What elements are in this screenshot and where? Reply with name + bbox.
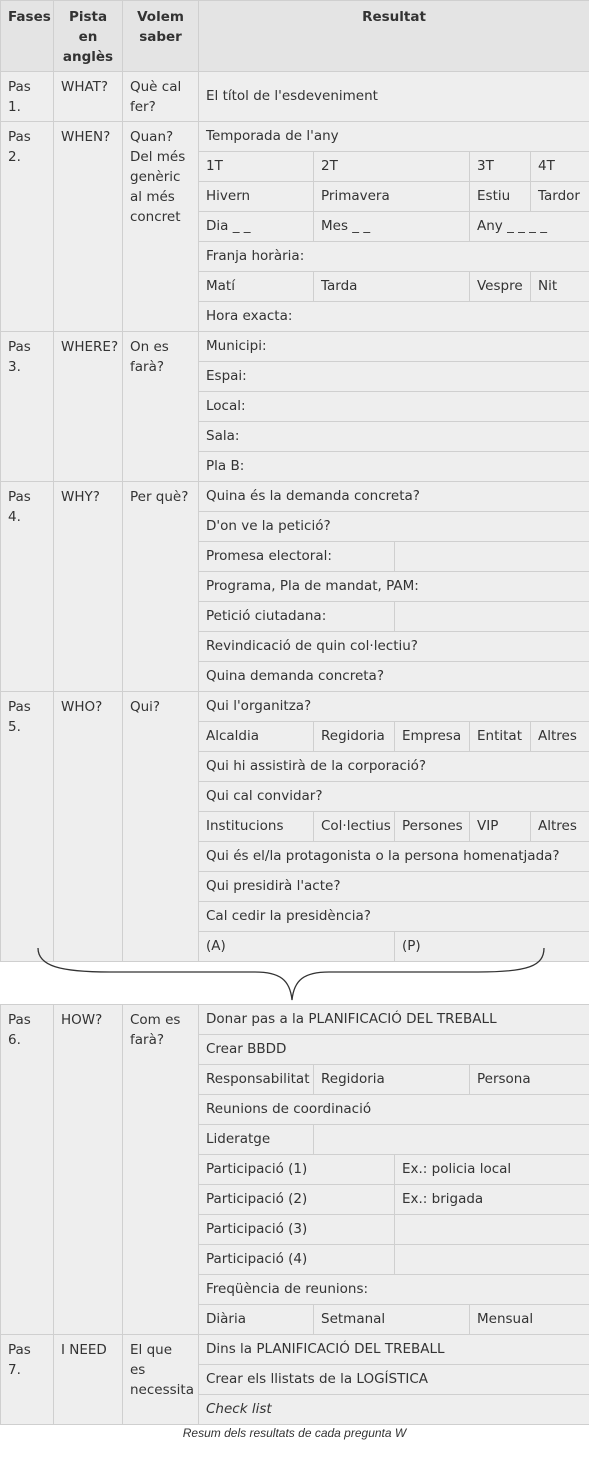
resultat-cell: Quina demanda concreta?: [199, 662, 589, 692]
resultat-cell: Dins la PLANIFICACIÓ DEL TREBALL: [199, 1335, 589, 1365]
resultat-cell: [199, 1395, 589, 1425]
volem-cell: Què cal fer?: [123, 72, 199, 122]
table-row: [1, 482, 589, 512]
empty-cell: [395, 1215, 589, 1245]
option-cell: Hivern: [199, 182, 314, 212]
fase-cell: Pas 4.: [1, 482, 54, 692]
table-row: [1, 72, 589, 122]
example-cell: Ex.: policia local: [395, 1155, 589, 1185]
header-row: [1, 1, 589, 72]
option-cell: Diària: [199, 1305, 314, 1335]
resultat-cell: Quina és la demanda concreta?: [199, 482, 589, 512]
table-row: [1, 1335, 589, 1365]
option-cell: Persones: [395, 812, 470, 842]
resultat-cell: El títol de l'esdeveniment: [199, 72, 589, 122]
option-cell: Setmanal: [314, 1305, 470, 1335]
option-cell: Tarda: [314, 272, 470, 302]
option-cell: Responsabilitat: [199, 1065, 314, 1095]
option-cell: Altres: [531, 722, 589, 752]
resultat-cell: Qui és el/la protagonista o la persona homenatjada?: [199, 842, 589, 872]
resultat-cell: Lideratge: [199, 1125, 314, 1155]
resultat-cell: Franja horària:: [199, 242, 589, 272]
option-cell: VIP: [470, 812, 531, 842]
resultat-cell: Participació (4): [199, 1245, 395, 1275]
resultat-cell: Participació (1): [199, 1155, 395, 1185]
option-cell: Nit: [531, 272, 589, 302]
option-cell: 2T: [314, 152, 470, 182]
resultat-cell: Participació (2): [199, 1185, 395, 1215]
table-row: [1, 332, 589, 362]
resultat-cell: Pla B:: [199, 452, 589, 482]
fase-cell: Pas 7.: [1, 1335, 54, 1425]
checklist-label: Check list: [206, 1401, 272, 1417]
option-cell: 3T: [470, 152, 531, 182]
option-cell: Mensual: [470, 1305, 589, 1335]
resultat-cell: Local:: [199, 392, 589, 422]
curly-brace-graphic: [0, 944, 589, 1004]
option-cell: Regidoria: [314, 722, 395, 752]
resultat-cell: Reunions de coordinació: [199, 1095, 589, 1125]
resultat-cell: Qui cal convidar?: [199, 782, 589, 812]
date-cell: Any _ _ _ _: [470, 212, 589, 242]
resultat-cell: Programa, Pla de mandat, PAM:: [199, 572, 589, 602]
volem-cell: Per què?: [123, 482, 199, 692]
resultat-cell: Sala:: [199, 422, 589, 452]
pista-cell: WHAT?: [54, 72, 123, 122]
option-cell: 1T: [199, 152, 314, 182]
option-cell: (P): [395, 932, 589, 962]
option-cell: Vespre: [470, 272, 531, 302]
empty-cell: [314, 1125, 589, 1155]
option-cell: Institucions: [199, 812, 314, 842]
pista-cell: HOW?: [54, 1005, 123, 1335]
resultat-cell: Crear BBDD: [199, 1035, 589, 1065]
resultat-cell: Espai:: [199, 362, 589, 392]
pista-cell: WHY?: [54, 482, 123, 692]
resultat-cell: Participació (3): [199, 1215, 395, 1245]
table-row: [1, 122, 589, 152]
empty-cell: [395, 602, 589, 632]
option-cell: Estiu: [470, 182, 531, 212]
pista-cell: WHERE?: [54, 332, 123, 482]
date-cell: Mes _ _: [314, 212, 470, 242]
option-cell: Matí: [199, 272, 314, 302]
option-cell: Col·lectius: [314, 812, 395, 842]
option-cell: Tardor: [531, 182, 589, 212]
pista-cell: WHO?: [54, 692, 123, 962]
resultat-cell: Hora exacta:: [199, 302, 589, 332]
fase-cell: Pas 1.: [1, 72, 54, 122]
option-cell: Altres: [531, 812, 589, 842]
header-fases: Fases: [1, 1, 54, 72]
empty-cell: [395, 1245, 589, 1275]
option-cell: (A): [199, 932, 395, 962]
header-resultat: Resultat: [199, 1, 589, 72]
resultat-cell: Qui hi assistirà de la corporació?: [199, 752, 589, 782]
resultat-cell: Revindicació de quin col·lectiu?: [199, 632, 589, 662]
date-cell: Dia _ _: [199, 212, 314, 242]
fase-cell: Pas 6.: [1, 1005, 54, 1335]
header-volem: Volem saber: [123, 1, 199, 72]
pista-cell: WHEN?: [54, 122, 123, 332]
option-cell: 4T: [531, 152, 589, 182]
resultat-cell: Promesa electoral:: [199, 542, 395, 572]
volem-cell: El que es necessita: [123, 1335, 199, 1425]
volem-cell: Com es farà?: [123, 1005, 199, 1335]
resultat-cell: Qui l'organitza?: [199, 692, 589, 722]
option-cell: Empresa: [395, 722, 470, 752]
option-cell: Persona: [470, 1065, 589, 1095]
header-pista: Pista en anglès: [54, 1, 123, 72]
table-row: [1, 692, 589, 722]
volem-cell: On es farà?: [123, 332, 199, 482]
volem-cell: Qui?: [123, 692, 199, 962]
pista-cell: I NEED: [54, 1335, 123, 1425]
option-cell: Regidoria: [314, 1065, 470, 1095]
resultat-cell: Petició ciutadana:: [199, 602, 395, 632]
resultat-cell: Crear els llistats de la LOGÍSTICA: [199, 1365, 589, 1395]
resultat-cell: D'on ve la petició?: [199, 512, 589, 542]
fase-cell: Pas 5.: [1, 692, 54, 962]
fase-cell: Pas 2.: [1, 122, 54, 332]
volem-cell: Quan? Del més genèric al més concret: [123, 122, 199, 332]
example-cell: Ex.: brigada: [395, 1185, 589, 1215]
option-cell: Primavera: [314, 182, 470, 212]
fase-cell: Pas 3.: [1, 332, 54, 482]
resultat-cell: Cal cedir la presidència?: [199, 902, 589, 932]
w-questions-table-bottom: [0, 1004, 589, 1425]
resultat-cell: Donar pas a la PLANIFICACIÓ DEL TREBALL: [199, 1005, 589, 1035]
figure-caption: Resum dels resultats de cada pregunta W: [182, 1426, 407, 1440]
resultat-cell: Temporada de l'any: [199, 122, 589, 152]
resultat-cell: Qui presidirà l'acte?: [199, 872, 589, 902]
resultat-cell: Freqüència de reunions:: [199, 1275, 589, 1305]
resultat-cell: Municipi:: [199, 332, 589, 362]
empty-cell: [395, 542, 589, 572]
table-row: [1, 1005, 589, 1035]
option-cell: Alcaldia: [199, 722, 314, 752]
option-cell: Entitat: [470, 722, 531, 752]
